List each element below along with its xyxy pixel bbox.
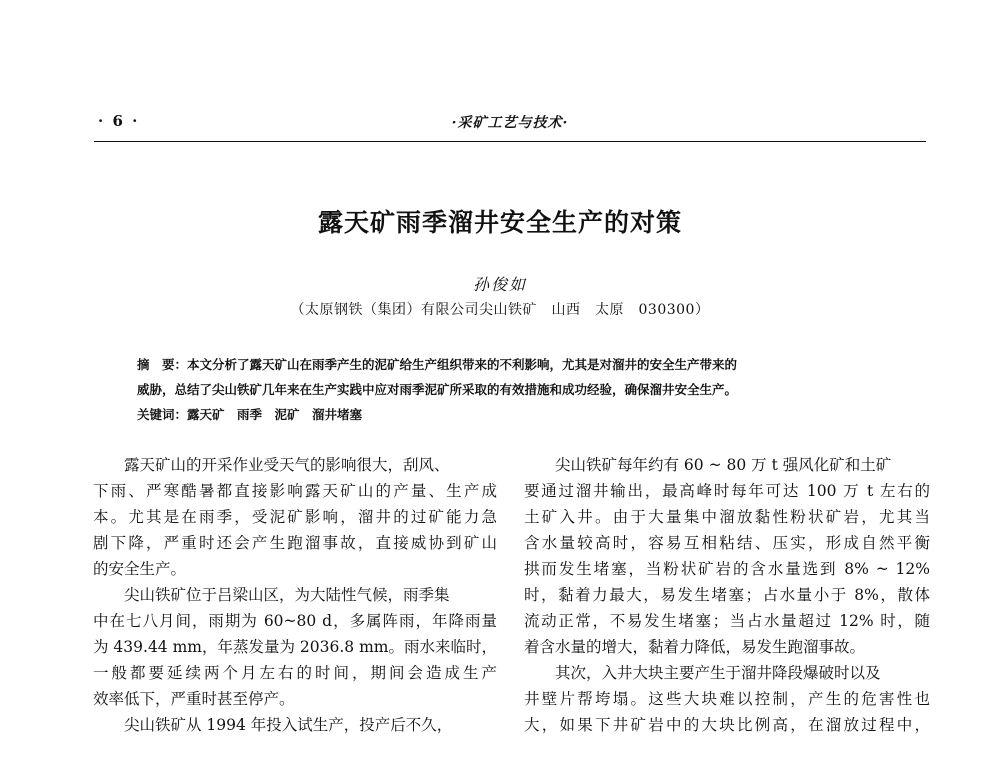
body-line: 尖山铁矿位于吕梁山区，为大陆性气候，雨季集: [124, 586, 450, 604]
header-rule: [94, 141, 926, 142]
journal-name: ·采矿工艺与技术·: [451, 115, 569, 131]
abstract-block: [137, 352, 877, 427]
body-line: 拱而发生堵塞，当粉状矿岩的含水量选到 8% ~ 12%: [524, 560, 930, 578]
article-author: 孙俊如: [472, 275, 527, 294]
body-line: 本。尤其是在雨季，受泥矿影响，溜井的过矿能力急: [93, 508, 497, 526]
abstract-line: 威胁，总结了尖山铁矿几年来在生产实践中应对雨季泥矿所采取的有效措施和成功经验，确保溜井安全生产。: [137, 382, 738, 397]
body-line: 下雨、严寒酷暑都直接影响露天矿山的产量、生产成: [93, 482, 497, 500]
body-line: 的安全生产。: [93, 560, 187, 578]
article-title: 露天矿雨季溜井安全生产的对策: [317, 208, 682, 237]
body-line: 其次，入井大块主要产生于溜井降段爆破时以及: [555, 664, 881, 682]
author-affiliation: （太原钢铁（集团）有限公司尖山铁矿 山西 太原 030300）: [290, 302, 710, 318]
body-line: 尖山铁矿从 1994 年投入试生产，投产后不久，: [124, 716, 453, 734]
keywords-line: 关键词：露天矿 雨季 泥矿 溜井堵塞: [137, 407, 363, 422]
body-column-left: [93, 452, 497, 738]
body-line: 着含水量的增大，黏着力降低，易发生跑溜事故。: [524, 638, 866, 656]
body-line: 要通过溜井输出，最高峰时每年可达 100 万 t 左右的: [524, 482, 930, 500]
page-number: · 6 ·: [98, 112, 140, 130]
body-line: 大，如果下井矿岩中的大块比例高，在溜放过程中，: [524, 716, 930, 734]
body-column-right: [524, 452, 930, 738]
body-line: 含水量较高时，容易互相粘结、压实，形成自然平衡: [524, 534, 930, 552]
body-line: 为 439.44 mm，年蒸发量为 2036.8 mm。雨水来临时，: [93, 638, 497, 656]
body-line: 剧下降，严重时还会产生跑溜事故，直接威协到矿山: [93, 534, 497, 552]
body-line: 中在七八月间，雨期为 60~80 d，多属阵雨，年降雨量: [93, 612, 497, 630]
body-line: 效率低下，严重时甚至停产。: [93, 690, 295, 708]
body-line: 流动正常，不易发生堵塞；当占水量超过 12% 时，随: [524, 612, 930, 630]
body-line: 时，黏着力最大，易发生堵塞；占水量小于 8%，散体: [524, 586, 930, 604]
body-line: 井壁片帮垮塌。这些大块难以控制，产生的危害性也: [524, 690, 930, 708]
body-line: 一般都要延续两个月左右的时间，期间会造成生产: [93, 664, 497, 682]
body-line: 土矿入井。由于大量集中溜放黏性粉状矿岩，尤其当: [524, 508, 930, 526]
page-header: [94, 110, 926, 136]
abstract-line: 摘 要：本文分析了露天矿山在雨季产生的泥矿给生产组织带来的不利影响，尤其是对溜井的安全生产带来的: [137, 357, 738, 372]
body-line: 露天矿山的开采作业受天气的影响很大，刮风、: [124, 456, 450, 474]
body-line: 尖山铁矿每年约有 60 ~ 80 万 t 强风化矿和土矿: [555, 456, 892, 474]
